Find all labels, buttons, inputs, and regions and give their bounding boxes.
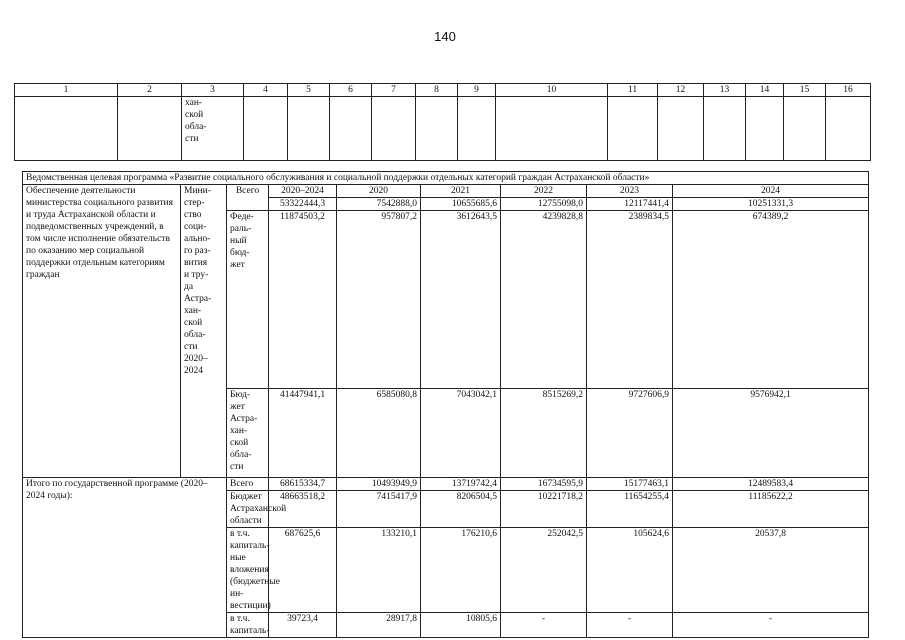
value-cell: 7415417,9 (337, 491, 421, 528)
table-cell (118, 97, 182, 161)
column-header: 10 (496, 84, 608, 97)
table-cell (416, 97, 458, 161)
column-header: 14 (746, 84, 784, 97)
column-header: 5 (288, 84, 330, 97)
year-header: 2023 (587, 185, 673, 198)
column-header: 4 (244, 84, 288, 97)
column-header: 16 (826, 84, 871, 97)
value-cell: 11185622,2 (673, 491, 869, 528)
value-cell: 20537,8 (673, 528, 869, 613)
table-cell (288, 97, 330, 161)
column-header: 6 (330, 84, 372, 97)
total-label: Итого по государственной программе (2020–2024 годы): (23, 478, 227, 638)
value-cell: 9727606,9 (587, 389, 673, 478)
column-header: 9 (458, 84, 496, 97)
table-cell (658, 97, 704, 161)
value-cell: 15177463,1 (587, 478, 673, 491)
value-cell: 10221718,2 (501, 491, 587, 528)
year-header: 2020–2024 (269, 185, 337, 198)
source-label: Бюджет Астраханской области (227, 491, 269, 528)
value-cell: 10251331,3 (673, 198, 869, 211)
source-label: Бюд- жет Астра- хан- ской обла- сти (227, 389, 269, 478)
value-cell: 16734595,9 (501, 478, 587, 491)
value-cell: 10655685,6 (421, 198, 501, 211)
value-cell: 4239828,8 (501, 211, 587, 389)
table-cell (746, 97, 784, 161)
value-cell: 11874503,2 (269, 211, 337, 389)
column-header: 8 (416, 84, 458, 97)
column-header: 15 (784, 84, 826, 97)
value-cell: 10805,6 (421, 613, 501, 638)
table-cell (458, 97, 496, 161)
column-header: 3 (182, 84, 244, 97)
continuation-table (14, 83, 871, 161)
value-cell: 68615334,7 (269, 478, 337, 491)
value-cell: 28917,8 (337, 613, 421, 638)
page-number: 140 (434, 29, 456, 44)
program-title: Ведомственная целевая программа «Развитие социального обслуживания и социальной поддержки отдельных категорий граждан Астраханской области» (23, 172, 869, 185)
table-cell (784, 97, 826, 161)
column-header: 1 (15, 84, 118, 97)
column-header: 2 (118, 84, 182, 97)
value-cell: 9576942,1 (673, 389, 869, 478)
source-label: Феде- раль- ный бюд- жет (227, 211, 269, 389)
table-cell (372, 97, 416, 161)
value-cell: 687625,6 (269, 528, 337, 613)
value-cell: 8206504,5 (421, 491, 501, 528)
value-cell: 105624,6 (587, 528, 673, 613)
table-cell (15, 97, 118, 161)
column-header: 12 (658, 84, 704, 97)
value-cell: 7542888,0 (337, 198, 421, 211)
value-cell: 11654255,4 (587, 491, 673, 528)
value-cell: 53322444,3 (269, 198, 337, 211)
table-cell (826, 97, 871, 161)
value-cell: 3612643,5 (421, 211, 501, 389)
year-header: 2021 (421, 185, 501, 198)
table-cell (608, 97, 658, 161)
source-label: в т.ч. капиталь- (227, 613, 269, 638)
value-cell: 10493949,9 (337, 478, 421, 491)
value-cell: 39723,4 (269, 613, 337, 638)
value-cell: 2389834,5 (587, 211, 673, 389)
table-cell (244, 97, 288, 161)
source-label: Всего (227, 185, 269, 211)
column-header: 11 (608, 84, 658, 97)
executor-cell: Мини- стер- ство соци- ально- го раз- вития и тру- да Астра- хан- ской обла- сти 2020– 2024 (181, 185, 227, 478)
value-cell: - (673, 613, 869, 638)
year-header: 2024 (673, 185, 869, 198)
value-cell: - (587, 613, 673, 638)
value-cell: 674389,2 (673, 211, 869, 389)
value-cell: 12489583,4 (673, 478, 869, 491)
value-cell: 12117441,4 (587, 198, 673, 211)
region-continuation-text: хан- ской обла- сти (182, 97, 244, 161)
value-cell: 252042,5 (501, 528, 587, 613)
value-cell: 48663518,2 (269, 491, 337, 528)
value-cell: 176210,6 (421, 528, 501, 613)
value-cell: 8515269,2 (501, 389, 587, 478)
source-label: Всего (227, 478, 269, 491)
value-cell: 6585080,8 (337, 389, 421, 478)
year-header: 2020 (337, 185, 421, 198)
activity-description: Обеспечение деятельности министерства социального развития и труда Астраханской области и подведомственных учреждений, в том числе исполнение обязательств по оказанию мер социальной поддержки отдельным категориям граждан (23, 185, 181, 478)
value-cell: 133210,1 (337, 528, 421, 613)
column-header: 13 (704, 84, 746, 97)
table-cell (496, 97, 608, 161)
table-cell (330, 97, 372, 161)
source-label: в т.ч. капиталь- ные вложения (бюджетные ин- вестиции) (227, 528, 269, 613)
value-cell: 12755098,0 (501, 198, 587, 211)
value-cell: - (501, 613, 587, 638)
value-cell: 13719742,4 (421, 478, 501, 491)
value-cell: 41447941,1 (269, 389, 337, 478)
year-header: 2022 (501, 185, 587, 198)
column-header: 7 (372, 84, 416, 97)
value-cell: 957807,2 (337, 211, 421, 389)
program-funding-table (22, 171, 869, 638)
table-cell (704, 97, 746, 161)
value-cell: 7043042,1 (421, 389, 501, 478)
